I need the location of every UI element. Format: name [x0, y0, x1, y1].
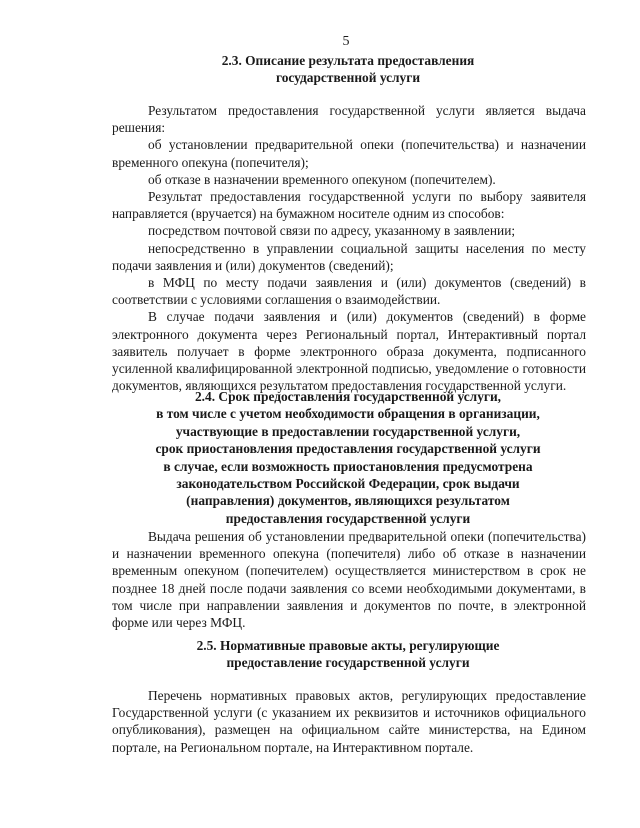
heading-line: 2.4. Срок предоставления государственной услуги, — [194, 389, 502, 404]
paragraph: об установлении предварительной опеки (попечительства) и назначении временного опекуна (попечителя); — [112, 137, 586, 170]
paragraph: Результат предоставления государственной услуги по выбору заявителя направляется (вручается) на бумажном носителе одним из способов: — [112, 189, 586, 222]
paragraph: Перечень нормативных правовых актов, регулирующих предоставление Государственной услуги (с указанием их реквизитов и источников официального опубликования), размещен на официальном сайте министерства, на Едином портале, на Региональном портале, на Интерактивном портале. — [112, 688, 586, 755]
heading-line: 2.5. Нормативные правовые акты, регулирующие — [196, 638, 500, 653]
section-body-2-3 — [112, 102, 586, 394]
paragraph: об отказе в назначении временного опекуном (попечителем). — [148, 171, 496, 187]
paragraph: Выдача решения об установлении предварительной опеки (попечительства) и назначении временного опекуна (попечителя) либо об отказе в назначении временным опекуном (попечителем) осуществляется министерством в срок не позднее 18 дней после подачи заявления со всеми необходимыми документами, в том числе при направлении заявления и документов по почте, в электронной форме или через МФЦ. — [112, 529, 586, 631]
page-number: 5 — [342, 34, 350, 49]
heading-line: (направления) документов, являющихся результатом — [186, 493, 510, 509]
section-heading-2-3 — [112, 52, 584, 87]
heading-line: государственной услуги — [275, 70, 421, 86]
paragraph: в МФЦ по месту подачи заявления и (или) документов (сведений) в соответствии с условиями соглашения о взаимодействии. — [112, 275, 586, 308]
heading-line: предоставление государственной услуги — [226, 655, 470, 671]
paragraph: непосредственно в управлении социальной защиты населения по месту подачи заявления и (или) документов (сведений); — [112, 240, 586, 273]
heading-line: в случае, если возможность приостановления предусмотрена — [163, 458, 533, 474]
heading-line: в том числе с учетом необходимости обращения в организации, — [156, 406, 540, 422]
heading-line: участвующие в предоставлении государственной услуги, — [175, 423, 521, 439]
section-heading-2-4 — [112, 388, 584, 527]
heading-line: законодательством Российской Федерации, срок выдачи — [176, 476, 520, 492]
paragraph: Результатом предоставления государственной услуги является выдача решения: — [112, 103, 586, 136]
heading-line: 2.3. Описание результата предоставления — [221, 53, 475, 68]
section-body-2-4 — [112, 528, 586, 631]
paragraph: В случае подачи заявления и (или) документов (сведений) в форме электронного документа через Региональный портал, Интерактивный портал заявитель получает в форме электронного образа документа, подписанного усиленной квалифицированной электронной подписью, уведомление о готовности документов, являющихся результатом предоставления государственной услуги. — [112, 309, 586, 394]
section-heading-2-5 — [112, 637, 584, 672]
section-body-2-5 — [112, 687, 586, 756]
paragraph: посредством почтовой связи по адресу, указанному в заявлении; — [148, 223, 516, 239]
heading-line: предоставления государственной услуги — [225, 510, 471, 526]
heading-line: срок приостановления предоставления государственной услуги — [155, 441, 541, 457]
